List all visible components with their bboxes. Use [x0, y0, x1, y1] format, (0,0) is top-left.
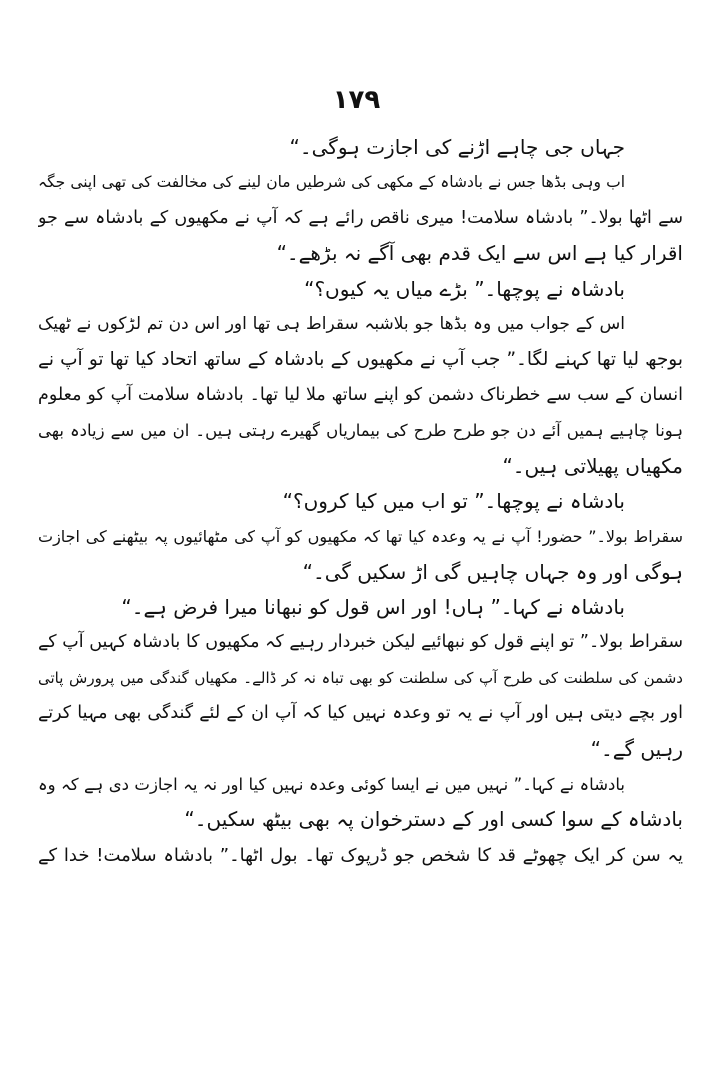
- text-line: رہیں گے۔“: [590, 736, 683, 761]
- text-line: بادشاہ نے پوچھا۔” بڑے میاں یہ کیوں؟“: [304, 276, 625, 301]
- page-number: ۱۷۹: [332, 85, 381, 115]
- text-line: بوجھ لیا تھا کہنے لگا۔” جب آپ نے مکھیوں کے بادشاہ کے ساتھ اتحاد کیا تھا تو آپ نے: [38, 349, 683, 371]
- text-line: جہاں جی چاہے اڑنے کی اجازت ہوگی۔“: [289, 135, 625, 159]
- text-line: بادشاہ نے کہا۔” نہیں میں نے ایسا کوئی وعدہ نہیں کیا اور نہ یہ اجازت دی ہے کہ وہ: [38, 775, 625, 795]
- text-line: دشمن کی سلطنت کی طرح آپ کی سلطنت کو بھی تباہ نہ کر ڈالے۔ مکھیاں گندگی میں پرورش پاتی: [38, 668, 683, 687]
- text-line: بادشاہ نے کہا۔” ہاں! اور اس قول کو نبھانا میرا فرض ہے۔“: [121, 595, 625, 620]
- body-text: [38, 130, 683, 873]
- text-line: سقراط بولا۔” حضور! آپ نے یہ وعدہ کیا تھا کہ مکھیوں کو آپ کی مٹھائیوں پہ بیٹھنے کی اجازت: [38, 527, 683, 547]
- text-line: ہونا چاہیے ہمیں آئے دن جو طرح طرح کی بیماریاں گھیرے رہتی ہیں۔ ان میں سے زیادہ بھی: [38, 421, 683, 441]
- text-line: بادشاہ کے سوا کسی اور کے دسترخوان پہ بھی بیٹھ سکیں۔“: [184, 807, 683, 832]
- text-line: اقرار کیا ہے اس سے ایک قدم بھی آگے نہ بڑھے۔“: [276, 241, 683, 266]
- text-line: اب وہی بڈھا جس نے بادشاہ کے مکھی کی شرطیں مان لینے کی مخالفت کی تھی اپنی جگہ: [38, 173, 625, 192]
- text-line: اس کے جواب میں وہ بڈھا جو بلاشبہ سقراط ہی تھا اور اس دن تم لڑکوں نے ٹھیک: [38, 313, 625, 334]
- text-line: انسان کے سب سے خطرناک دشمن کو اپنے ساتھ ملا لیا تھا۔ بادشاہ سلامت آپ کو معلوم: [38, 384, 683, 405]
- text-line: سے اٹھا بولا۔” بادشاہ سلامت! میری ناقص رائے ہے کہ آپ نے مکھیوں کے بادشاہ سے جو: [38, 207, 683, 228]
- text-line: ہوگی اور وہ جہاں چاہیں گی اڑ سکیں گی۔“: [302, 559, 683, 584]
- text-line: بادشاہ نے پوچھا۔” تو اب میں کیا کروں؟“: [282, 488, 625, 513]
- text-line: اور بچے دیتی ہیں اور آپ نے یہ تو وعدہ نہیں کیا کہ آپ ان کے لئے گندگی بھی مہیا کرتے: [38, 703, 683, 724]
- text-line: یہ سن کر ایک چھوٹے قد کا شخص جو ڈرپوک تھا۔ بول اٹھا۔” بادشاہ سلامت! خدا کے: [38, 844, 683, 866]
- text-line: سقراط بولا۔” تو اپنے قول کو نبھائیے لیکن خبردار رہیے کہ مکھیوں کا بادشاہ کہیں آپ کے: [38, 632, 683, 653]
- text-line: مکھیاں پھیلاتی ہیں۔“: [502, 453, 683, 478]
